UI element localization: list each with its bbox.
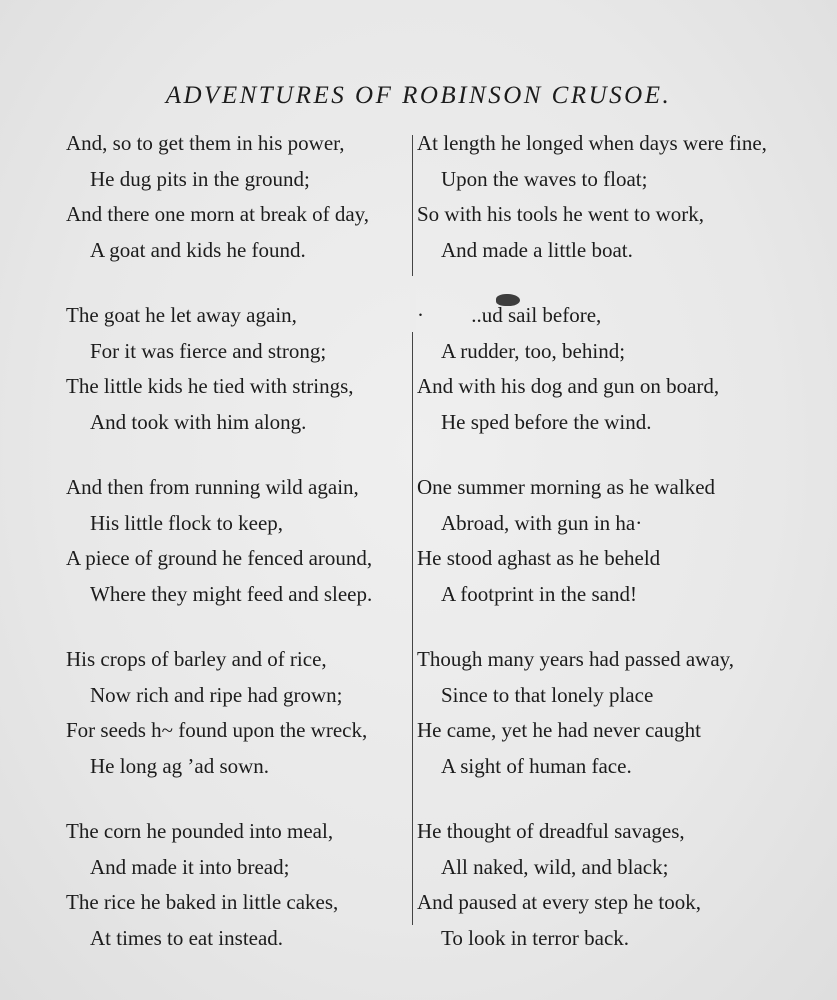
column-divider-gap (410, 276, 416, 332)
verse-line: He stood aghast as he beheld (417, 546, 661, 570)
verse-line: For it was fierce and strong; (90, 338, 327, 363)
stanza (66, 642, 406, 784)
verse-line: The little kids he tied with strings, (66, 374, 354, 398)
verse-line: He dug pits in the ground; (90, 166, 310, 191)
stanza (417, 298, 777, 440)
verse-line: And, so to get them in his power, (66, 131, 345, 155)
page-title: ADVENTURES OF ROBINSON CRUSOE. (165, 82, 672, 109)
verse-line: Now rich and ripe had grown; (90, 682, 343, 707)
verse-line: His little flock to keep, (90, 510, 284, 535)
verse-line: A rudder, too, behind; (441, 338, 626, 363)
verse-line: And there one morn at break of day, (66, 202, 370, 226)
verse-line: At length he longed when days were fine, (417, 131, 767, 155)
verse-line: And took with him along. (90, 409, 307, 434)
verse-line: · ..ud sail before, (417, 303, 602, 327)
stanza (417, 814, 777, 956)
verse-line: Abroad, with gun in ha· (441, 510, 643, 535)
verse-line: The corn he pounded into meal, (66, 819, 334, 843)
verse-line: And then from running wild again, (66, 475, 359, 499)
verse-line: So with his tools he went to work, (417, 202, 704, 226)
verse-line: He sped before the wind. (441, 409, 652, 434)
verse-line: A goat and kids he found. (90, 237, 306, 262)
verse-line: The rice he baked in little cakes, (66, 890, 339, 914)
verse-line: To look in terror back. (441, 925, 630, 950)
left-column (66, 126, 406, 986)
verse-line: A sight of human face. (441, 753, 632, 778)
verse-line: He thought of dreadful savages, (417, 819, 685, 843)
stanza (66, 126, 406, 268)
verse-line: Though many years had passed away, (417, 647, 735, 671)
right-column (417, 126, 777, 986)
verse-line: His crops of barley and of rice, (66, 647, 327, 671)
verse-line: He came, yet he had never caught (417, 718, 701, 742)
verse-line: For seeds h~ found upon the wreck, (66, 718, 368, 742)
verse-line: A footprint in the sand! (441, 581, 637, 606)
stanza (66, 814, 406, 956)
verse-line: One summer morning as he walked (417, 475, 716, 499)
verse-line: And with his dog and gun on board, (417, 374, 720, 398)
verse-line: The goat he let away again, (66, 303, 297, 327)
verse-line: He long ag ’ad sown. (90, 753, 270, 778)
stanza (66, 470, 406, 612)
stanza (417, 470, 777, 612)
verse-line: Since to that lonely place (441, 682, 654, 707)
verse-line: A piece of ground he fenced around, (66, 546, 373, 570)
stanza (417, 126, 777, 268)
stanza (417, 642, 777, 784)
column-divider (412, 135, 413, 925)
verse-line: All naked, wild, and black; (441, 854, 669, 879)
verse-line: At times to eat instead. (90, 925, 284, 950)
verse-line: And made it into bread; (90, 854, 290, 879)
verse-line: And made a little boat. (441, 237, 633, 262)
stanza (66, 298, 406, 440)
verse-line: Upon the waves to float; (441, 166, 648, 191)
verse-line: Where they might feed and sleep. (90, 581, 373, 606)
verse-line: And paused at every step he took, (417, 890, 702, 914)
